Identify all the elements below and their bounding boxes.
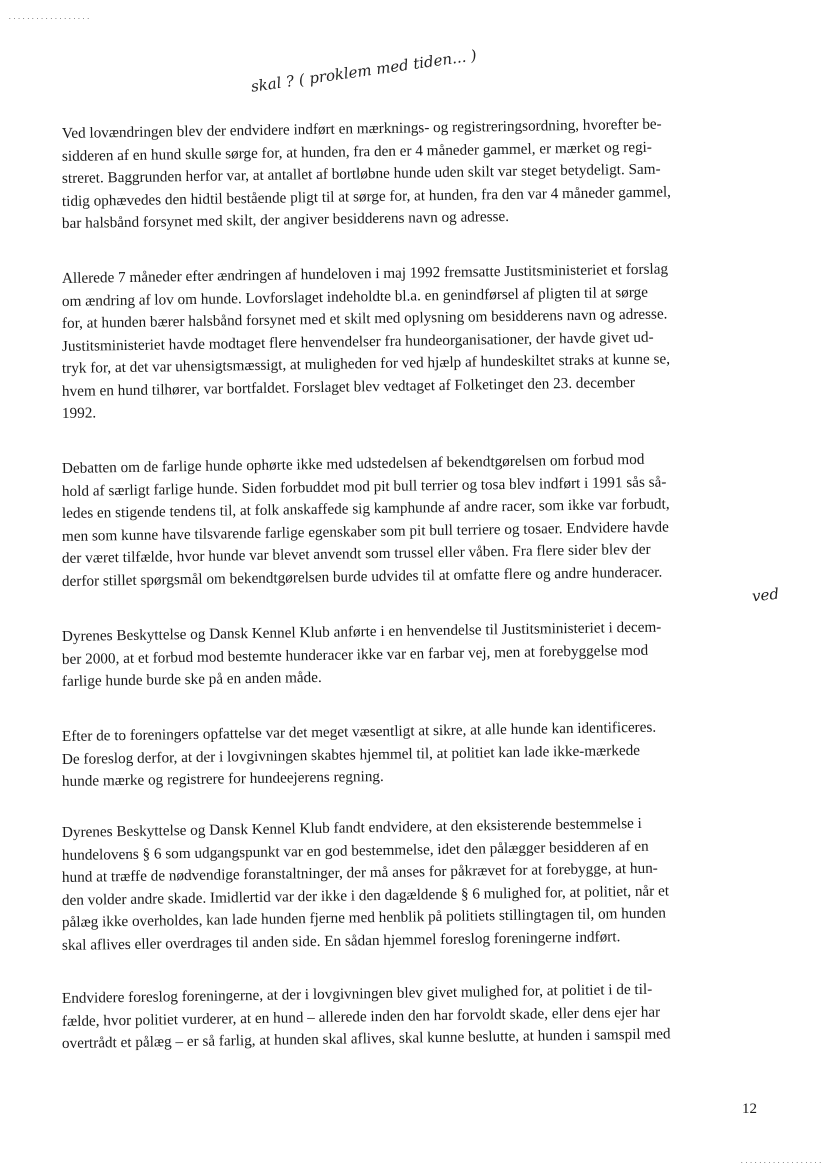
paragraph: [61, 718, 752, 794]
text-line: ber 2000, at et forbud mod bestemte hunderacer ikke var en farbar vej, men at forebyggelse mod: [61, 641, 649, 668]
text-line: farlige hunde burde ske på en anden måde.: [61, 668, 322, 690]
text-line: De foreslog derfor, at der i lovgivningen skabtes hjemmel til, at politiet kan lade ikke-mærkede: [61, 741, 641, 768]
text-line: Allerede 7 måneder efter ændringen af hundeloven i maj 1992 fremsatte Justitsministeriet et forslag: [61, 260, 669, 287]
text-line: Ved lovændringen blev der endvidere indført en mærknings- og registreringsordning, hvorefter be-: [61, 115, 662, 142]
paragraph: [61, 260, 752, 426]
text-line: hold af særligt farlige hunde. Siden forbuddet mod pit bull terrier og tosa blev indført i 1991 sås så-: [61, 473, 667, 500]
text-line: den volder andre skade. Imidlertid var der ikke i den dagældende § 6 mulighed for, at politiet, når et: [61, 881, 670, 909]
text-line: streret. Baggrunden herfor var, at antallet af bortløbne hunde uden skilt var steget betydeligt. Sam-: [61, 160, 661, 187]
text-line: der været tilfælde, hvor hunde var blevet anvendt som trussel eller våben. Fra flere sider blev der: [61, 540, 651, 567]
text-line: overtrådt et pålæg – er så farlig, at hunden skal aflives, skal kunne beslutte, at hunden i samspil med: [61, 1025, 671, 1052]
text-line: 1992.: [61, 404, 97, 422]
text-line: men som kunne have tilsvarende farlige egenskaber som pit bull terriere og tosaer. Endvidere havde: [61, 517, 669, 545]
text-line: hundelovens § 6 som udgangspunkt var en god bestemmelse, idet den pålægger besidderen af en: [61, 837, 649, 864]
text-line: Dyrenes Beskyttelse og Dansk Kennel Klub anførte i en henvendelse til Justitsministeriet i decem-: [61, 618, 662, 645]
text-line: hund at træffe de nødvendige foranstaltninger, der må anses for påkrævet for at forebygge, at hun-: [61, 859, 658, 886]
text-line: derfor stillet spørgsmål om bekendtgørelsen burde udvides til at omfatte flere og andre hunderacer.: [61, 563, 663, 590]
text-line: sidderen af en hund skulle sørge for, at hunden, fra den er 4 måneder gammel, er mærket og regi-: [61, 138, 653, 165]
text-line: Debatten om de farlige hunde ophørte ikke med udstedelsen af bekendtgørelsen om forbud mod: [61, 450, 645, 477]
handwritten-note: skal ? ( proklem med tiden... ): [249, 46, 478, 96]
text-line: pålæg ikke overholdes, kan lade hunden fjerne med henblik på politiets stillingtagen til, om hunden: [61, 904, 667, 931]
paragraph: [61, 814, 752, 957]
text-line: tryk for, at det var uhensigtsmæssigt, at muligheden for ved hjælp af hundeskiltet straks at kunne se,: [61, 350, 671, 377]
paragraph: [61, 450, 752, 593]
text-line: Endvidere foreslog foreningerne, at der i lovgivningen blev givet mulighed for, at politiet i de til-: [61, 980, 653, 1007]
page-number: 12: [742, 1101, 757, 1117]
paragraph: [61, 980, 752, 1056]
text-line: skal aflives eller overdrages til anden side. En sådan hjemmel foreslog foreningerne indført.: [61, 927, 621, 954]
handwritten-margin-note: ved: [751, 584, 780, 606]
scan-artifact-dots: ..................: [740, 1158, 824, 1165]
text-line: tidig ophævedes den hidtil bestående pligt til at sørge for, at hunden, fra den var 4 måneder gammel,: [61, 182, 672, 210]
text-line: hvem en hund tilhører, var bortfaldet. Forslaget blev vedtaget af Folketinget den 23. december: [61, 373, 636, 400]
text-line: Justitsministeriet havde modtaget flere henvendelser fra hundeorganisationer, der havde givet ud-: [61, 328, 654, 355]
text-line: ledes en stigende tendens til, at folk anskaffede sig kamphunde af andre racer, som ikke var forbudt,: [61, 495, 670, 522]
text-line: Efter de to foreningers opfattelse var det meget væsentligt at sikre, at alle hunde kan identificeres.: [61, 718, 657, 745]
paragraph: [61, 618, 752, 694]
text-line: fælde, hvor politiet vurderer, at en hund – allerede inden den har forvoldt skade, eller dens ejer har: [61, 1003, 661, 1030]
paragraph: [61, 115, 752, 236]
text-line: for, at hunden bærer halsbånd forsynet med et skilt med oplysning om besidderens navn og adresse.: [61, 305, 668, 332]
scan-artifact-dots: ..................: [8, 14, 92, 21]
text-line: Dyrenes Beskyttelse og Dansk Kennel Klub fandt endvidere, at den eksisterende bestemmelse i: [61, 814, 642, 841]
text-line: hunde mærke og registrere for hundeejerens regning.: [61, 767, 384, 790]
text-line: om ændring af lov om hunde. Lovforslaget indeholdte bl.a. en genindførsel af pligten til at sørge: [61, 283, 649, 310]
text-line: bar halsbånd forsynet med skilt, der angiver besidderens navn og adresse.: [61, 207, 510, 232]
